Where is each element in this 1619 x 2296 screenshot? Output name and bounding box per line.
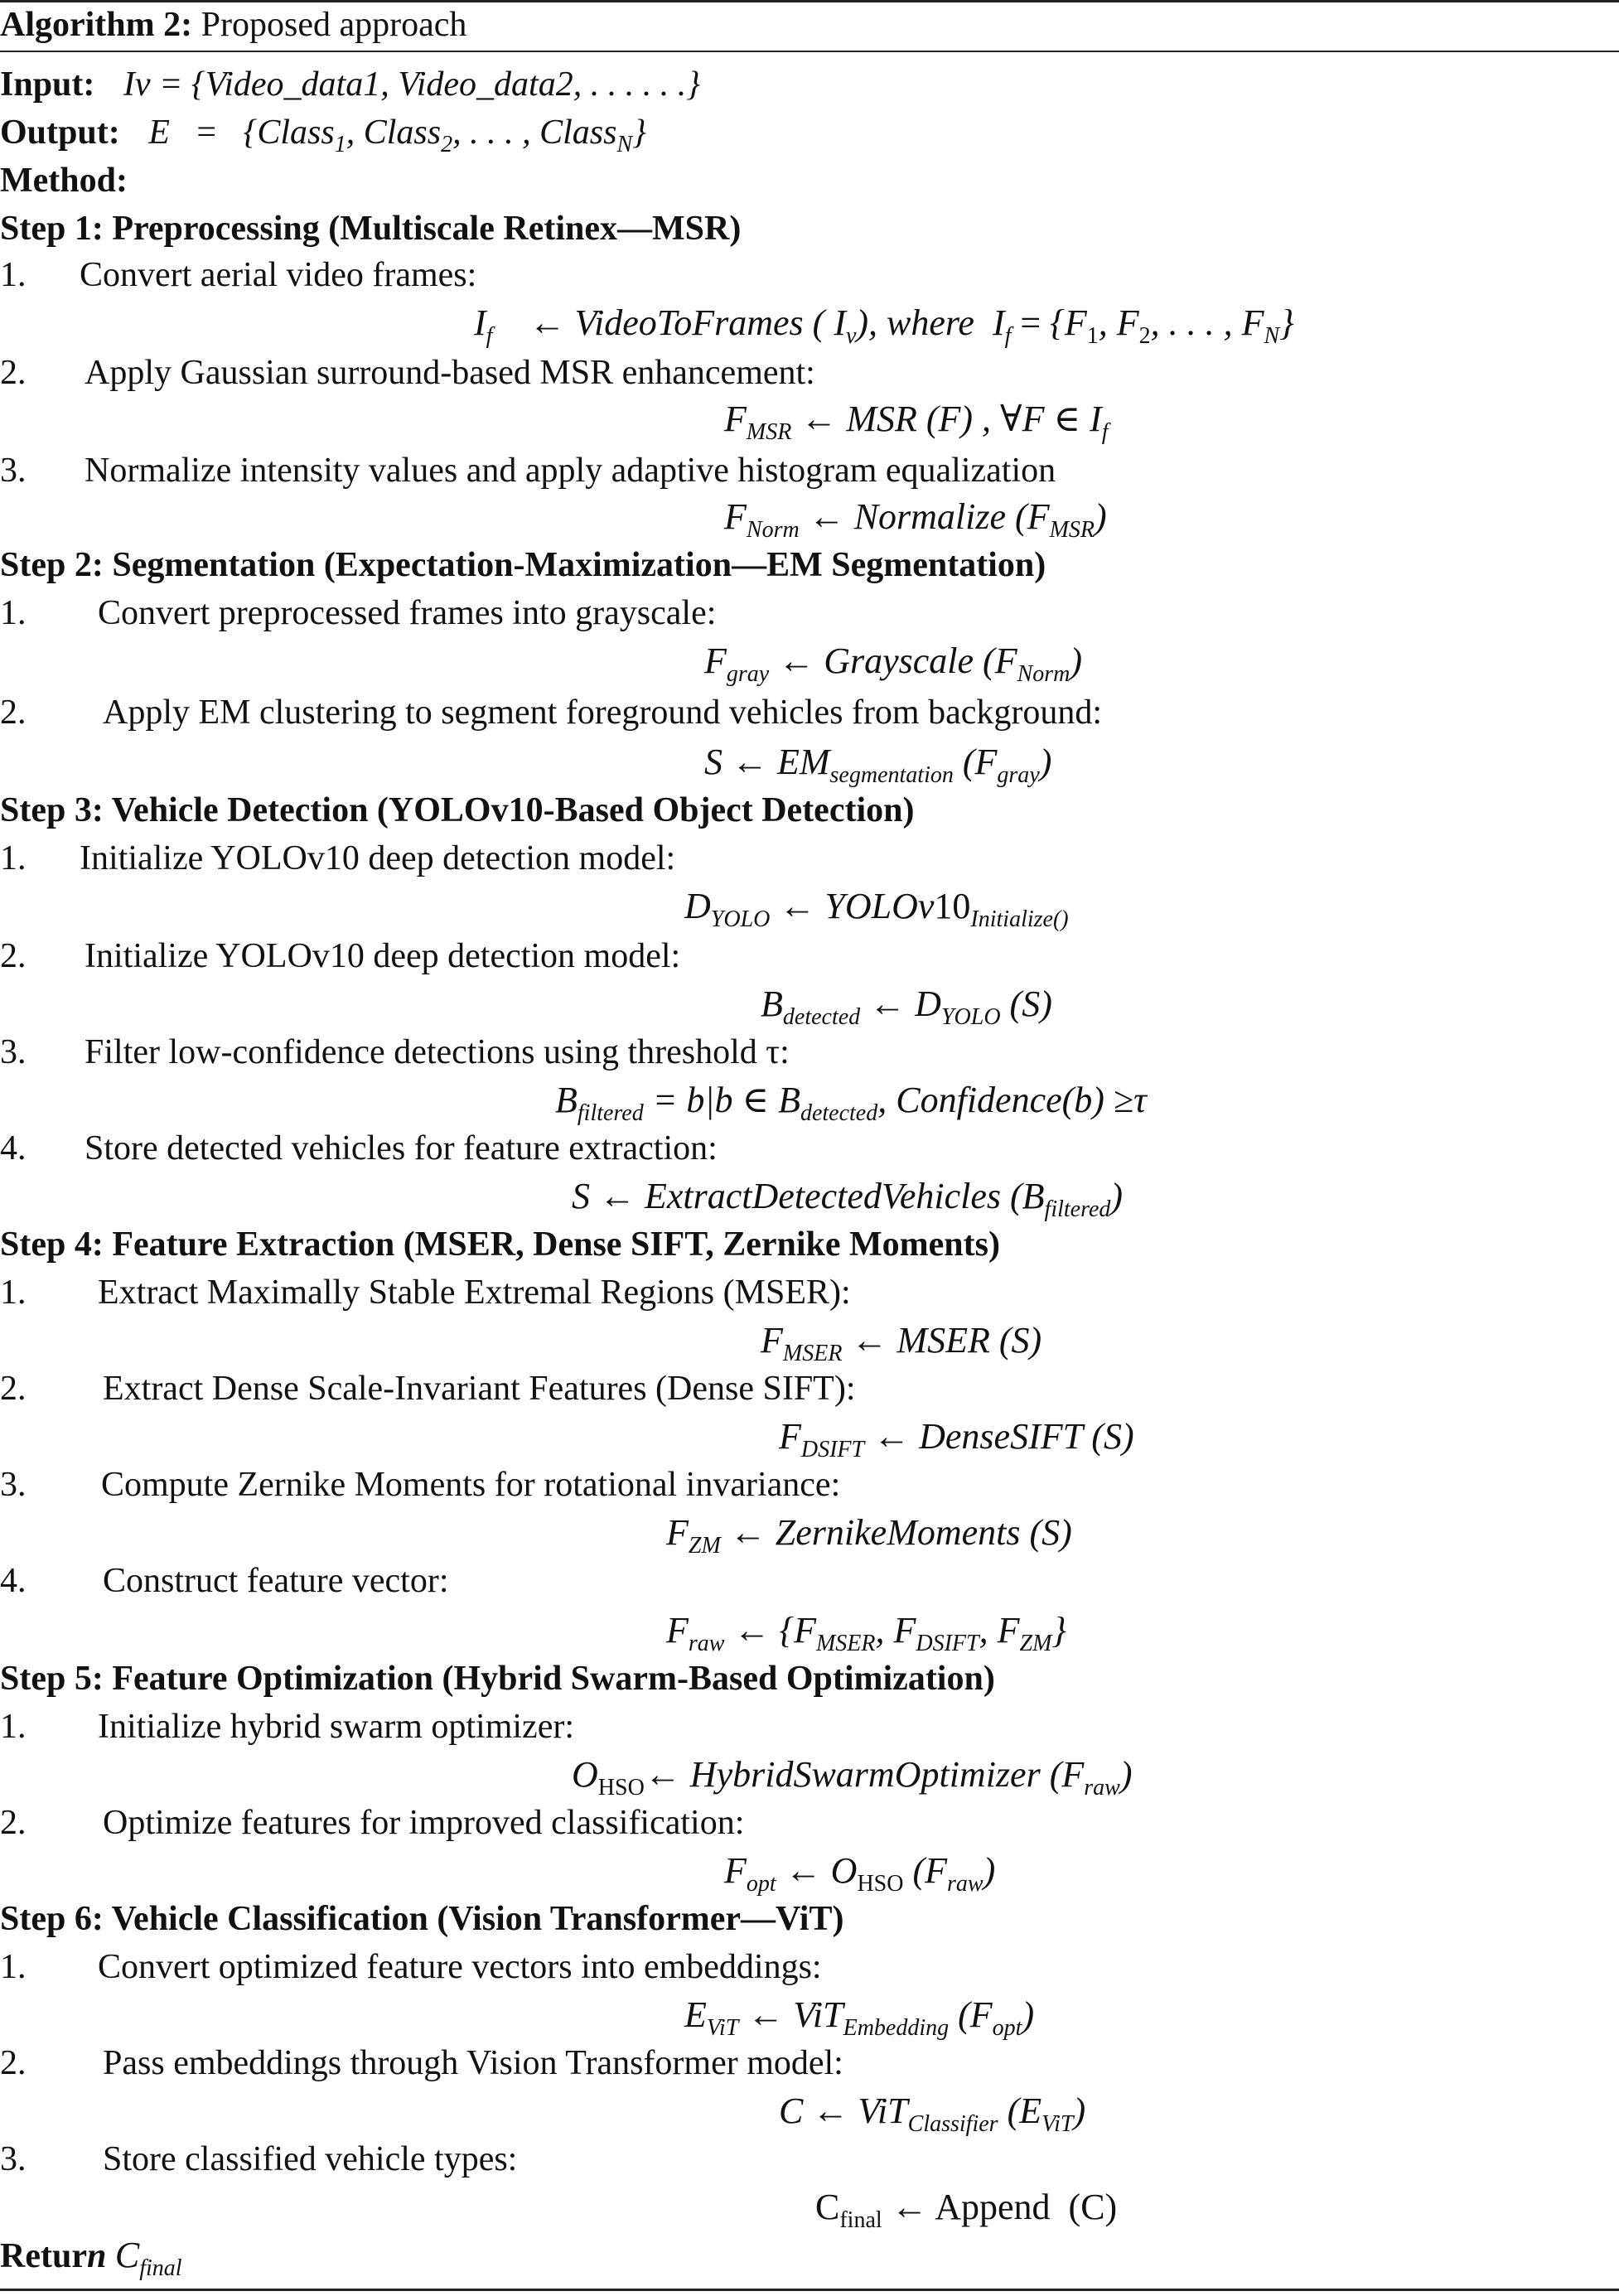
step-4-title: Step 4: Feature Extraction (MSER, Dense SIFT, Zernike Moments) <box>0 1225 1000 1264</box>
equation-2: $F_{MSR}$ ← MSR (F) , ∀F ∈ $I_f$ <box>724 399 1109 445</box>
bottom-rule <box>0 2289 1619 2291</box>
algorithm-label: Algorithm 2: <box>0 6 193 44</box>
method-label: Method: <box>0 162 128 200</box>
output-classes: {Class$_1$, Class$_2$, . . . , Class$_N$} <box>243 114 646 157</box>
return-label-n: n <box>86 2237 107 2275</box>
step-1-title: Step 1: Preprocessing (Multiscale Retinex—MSR) <box>0 210 742 248</box>
step-6-title: Step 6: Vehicle Classification (Vision Transformer—ViT) <box>0 1900 844 1938</box>
step-2-title: Step 2: Segmentation (Expectation-Maximization—EM Segmentation) <box>0 546 1046 584</box>
equation-13: $F_{raw}$ ← {$F_{MSER}$, $F_{DSIFT}$, $F_{ZM}$} <box>666 1610 1067 1656</box>
equation-15: $F_{opt}$ ← $O_{HSO}$ $(F_{raw})$ <box>724 1850 996 1897</box>
equation-4: $F_{gray}$ ← Grayscale $(F_{Norm})$ <box>704 640 1083 687</box>
input-expr: Iv = {Video_data1, Video_data2, . . . . . .} <box>123 65 701 104</box>
input-label: Input: <box>0 65 95 104</box>
equation-6: $D_{YOLO}$ ← $YOLOv10_{Initialize()}$ <box>684 886 1069 932</box>
output-line <box>0 111 646 157</box>
output-sym: E <box>148 114 170 152</box>
return-label: Retur <box>0 2237 87 2275</box>
output-label: Output: <box>0 114 120 152</box>
output-eq: = <box>196 114 217 152</box>
equation-7: $B_{detected}$ ← $D_{YOLO}$ (S) <box>761 984 1052 1030</box>
header-rule <box>0 51 1619 52</box>
equation-16: $E_{ViT}$ ← ViT$_{Embedding}$ $(F_{opt})$ <box>684 1994 1035 2041</box>
equation-18: $C_{final}$ ← Append (C) <box>815 2187 1118 2233</box>
equation-17: C ← ViT$_{Classifier}$ $(E_{ViT})$ <box>779 2091 1086 2137</box>
equation-1: $I_f$ ← VideoToFrames ( $I_v$), where $I_f = \{F_1$, $F_2$, . . . , $F_N$} <box>474 302 1294 349</box>
step-5-title: Step 5: Feature Optimization (Hybrid Swarm-Based Optimization) <box>0 1660 995 1698</box>
algorithm-title: Proposed approach <box>201 6 467 44</box>
equation-14: $O_{HSO}\leftarrow$ HybridSwarmOptimizer $(F_{raw})$ <box>572 1754 1133 1801</box>
equation-9: S ← ExtractDetectedVehicles $(B_{filtered})$ <box>572 1176 1124 1222</box>
equation-5: S ← $EM_{segmentation}$ $(F_{gray})$ <box>704 742 1052 788</box>
step-3-title: Step 3: Vehicle Detection (YOLOv10-Based Object Detection) <box>0 791 915 829</box>
equation-10: $F_{MSER}$ ← MSER (S) <box>761 1320 1042 1366</box>
return-line <box>0 2234 182 2281</box>
top-rule <box>0 0 1619 2</box>
input-line <box>0 63 700 106</box>
return-expr: $C_{final}$ <box>114 2235 182 2281</box>
equation-12: $F_{ZM}$ ← ZernikeMoments (S) <box>666 1512 1072 1559</box>
equation-3: $F_{Norm}$ ← Normalize $(F_{MSR})$ <box>724 496 1107 543</box>
equation-11: $F_{DSIFT}$ ← DenseSIFT (S) <box>779 1416 1134 1462</box>
algorithm-header <box>0 3 466 46</box>
equation-8: $B_{filtered} = b|b$ ∈ $B_{detected}$, Confidence(b) ≥τ <box>555 1080 1147 1126</box>
algorithm-box: Algorithm 2: Proposed approach Input: Iv = {Video_data1, Video_data2, . . . . . .} Output: E = {Class$_1$, Class$_2$, . . . , Class$_N$} Method: Step 1: Preprocessing (Multiscale Retinex—MSR) 1. Convert aerial video frames: $I_f$ ← VideoToFrames ( $I_v$), where $I_f = \{F_1$, $F_2$, . . . , $F_N$} 2. Apply Gaussian surround-based MSR enhancement: $F_{MSR}$ ← MSR (F) , ∀F ∈ $I_f$ 3. Normalize intensity values and apply adaptive histogram equalization $F_{Norm}$ ← Normalize $(F_{MSR})$ Step 2: Segmentation (Expectation-Maximization—EM Segmentation) 1. Convert preprocessed frames into grayscale: $F_{gray}$ ← Grayscale $(F_{Norm})$ 2. Apply EM clustering to segment foreground vehicles from background: S ← $EM_{segmentation}$ $(F_{gray})$ Step 3: Vehicle Detection (YOLOv10-Based Object Detection) 1. Initialize YOLOv10 deep detection model: $D_{YOLO}$ ← $YOLOv10_{Initialize()}$ 2. Initialize YOLOv10 deep detection model: $B_{detected}$ ← $D_{YOLO}$ (S) 3. Filter low-confidence detections using threshold τ: $B_{filtered} = b|b$ ∈ $B_{detected}$, Confidence(b) ≥τ 4. Store detected vehicles for feature extraction: S ← ExtractDetectedVehicles $(B_{filtered})$ Step 4: Feature Extraction (MSER, Dense SIFT, Zernike Moments) 1. Extract Maximally Stable Extremal Regions (MSER): $F_{MSER}$ ← MSER (S) 2. Extract Dense Scale-Invariant Features (Dense SIFT): $F_{DSIFT}$ ← DenseSIFT (S) 3. Compute Zernike Moments for rotational invariance: $F_{ZM}$ ← ZernikeMoments (S) 4. Construct feature vector: $F_{raw}$ ← {$F_{MSER}$, $F_{DSIFT}$, $F_{ZM}$} Step 5: Feature Optimization (Hybrid Swarm-Based Optimization) 1. Initialize hybrid swarm optimizer: $O_{HSO}\leftarrow$ HybridSwarmOptimizer $(F_{raw})$ 2. Optimize features for improved classification: $F_{opt}$ ← $O_{HSO}$ $(F_{raw})$ Step 6: Vehicle Classification (Vision Transformer—ViT) 1. Convert optimized feature vectors into embeddings: $E_{ViT}$ ← ViT$_{Embedding}$ $(F_{opt})$ 2. Pass embeddings through Vision Transformer model: C ← ViT$_{Classifier}$ $(E_{ViT})$ 3. Store classified vehicle types: $C_{final}$ ← Append (C) Return $C_{final}$ <box>0 0 1619 2296</box>
